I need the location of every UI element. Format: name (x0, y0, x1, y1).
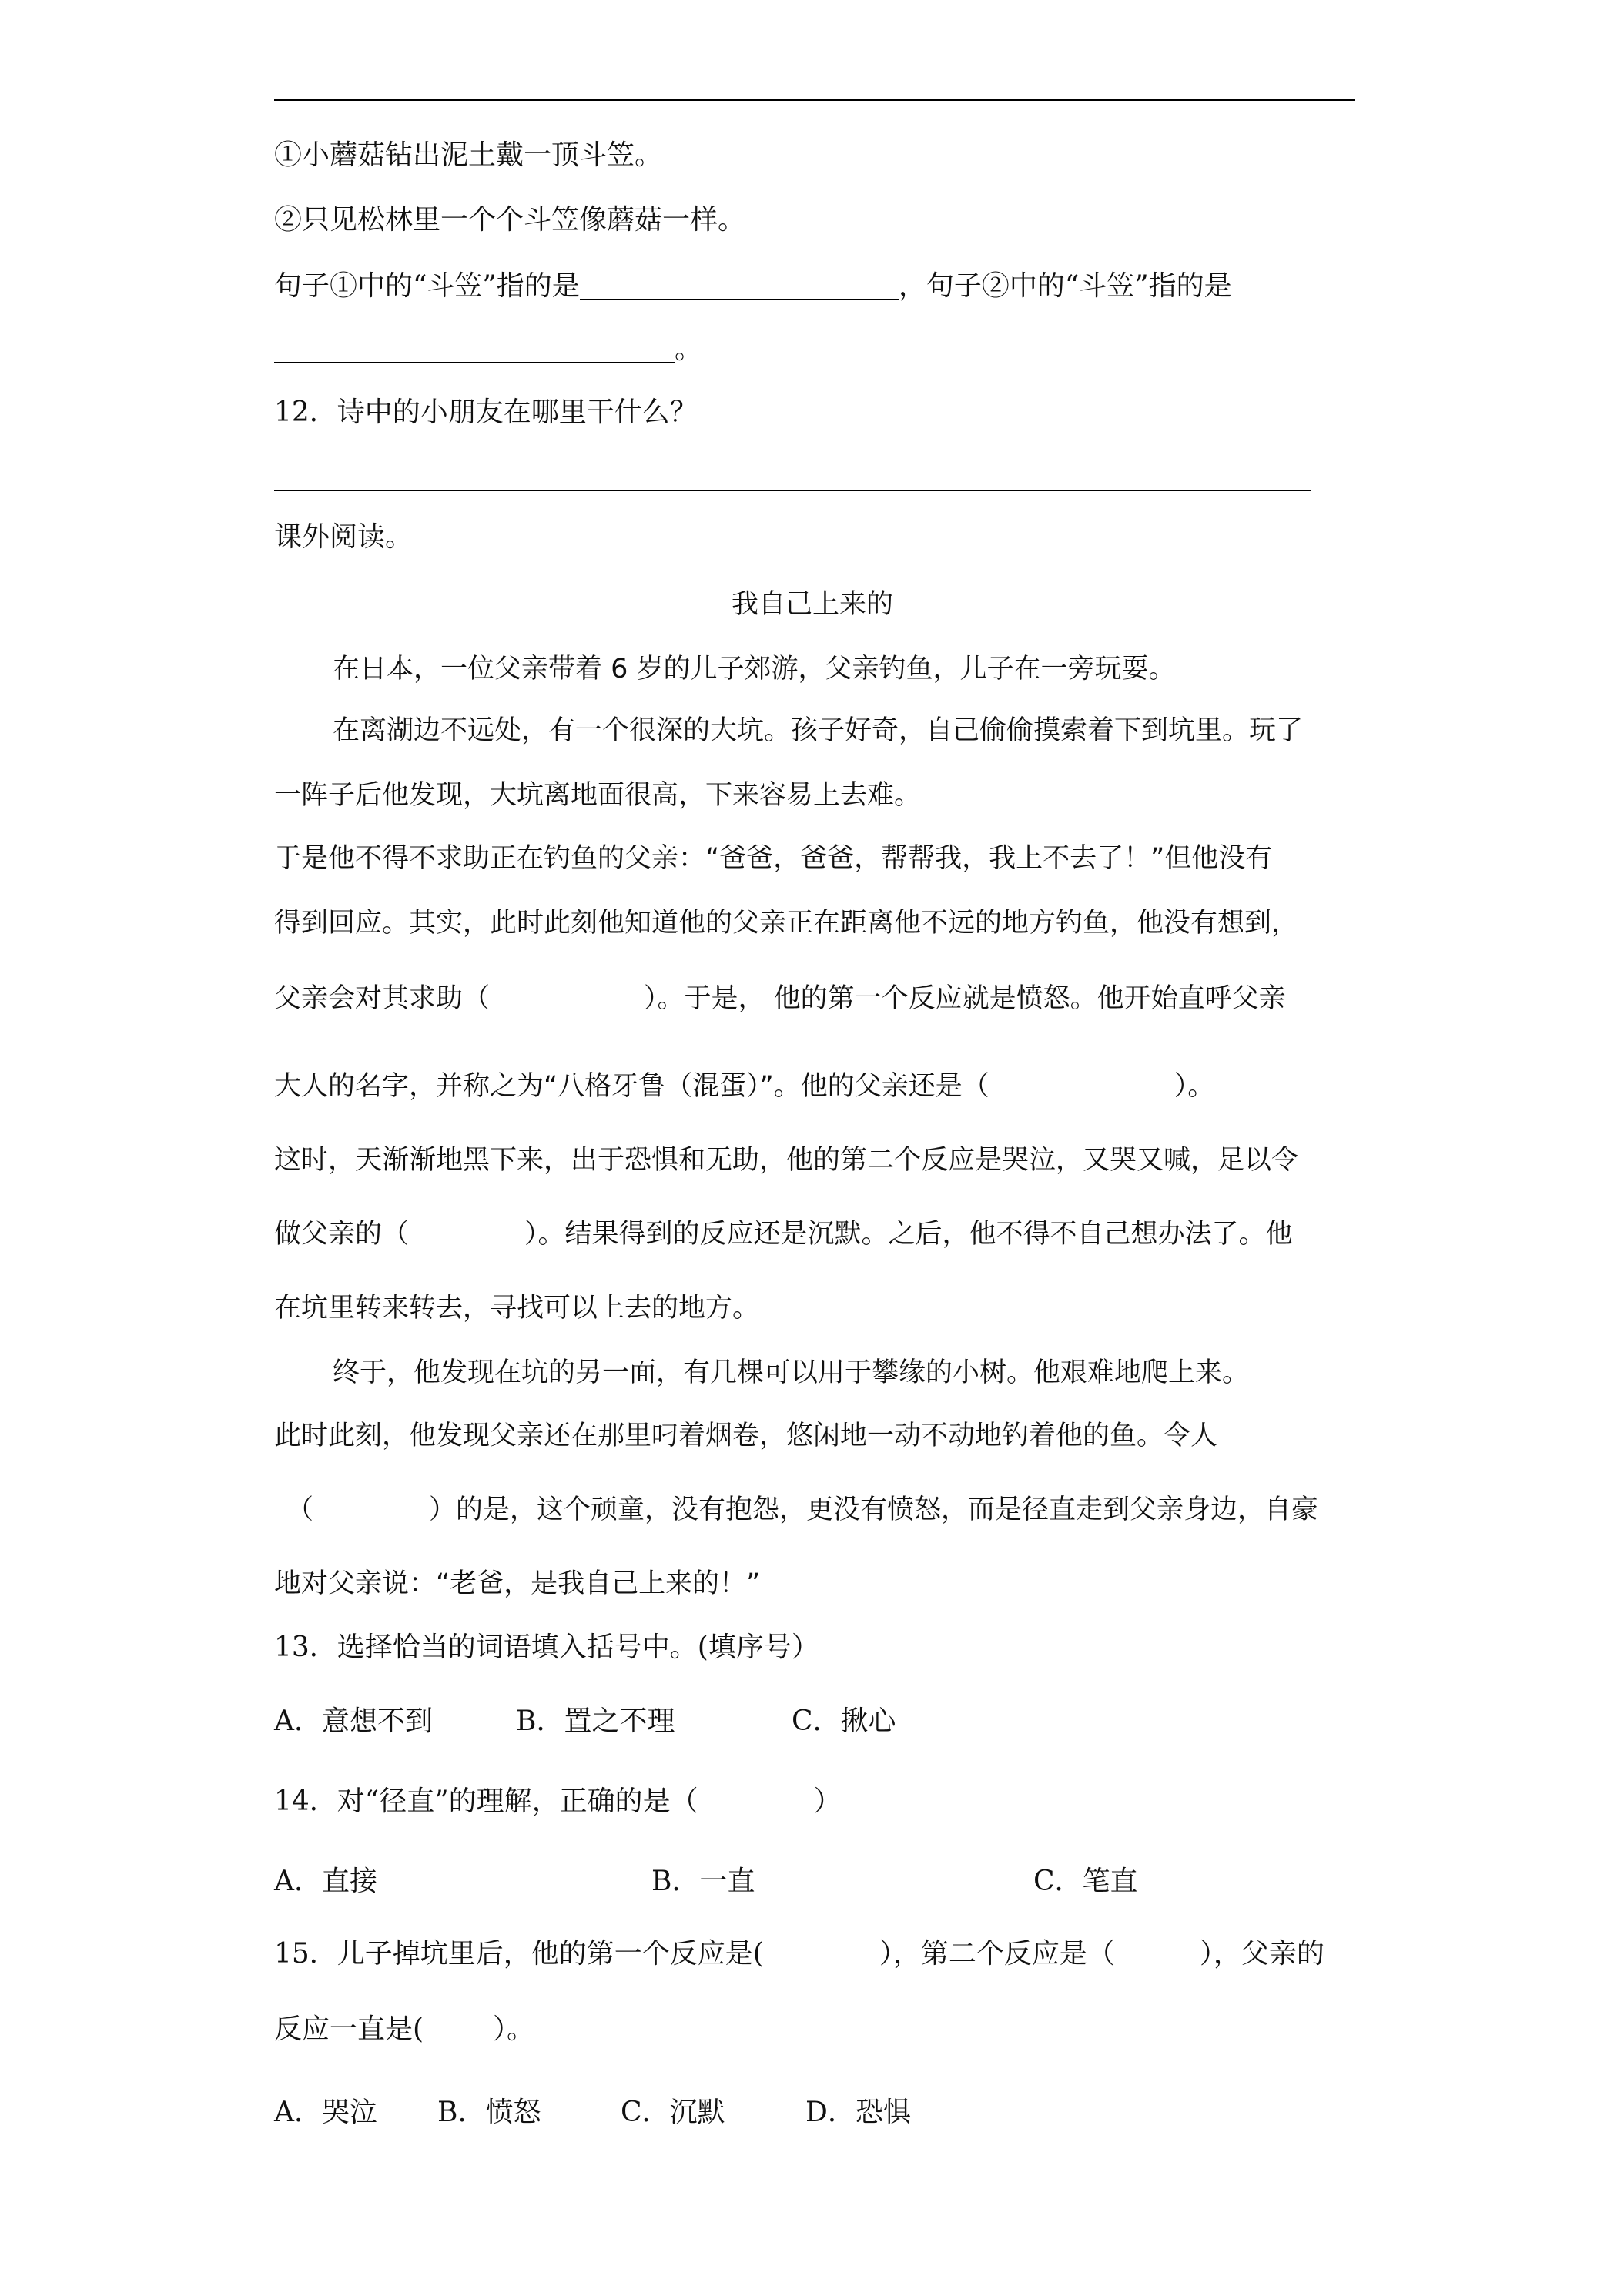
q15-text: 15．儿子掉坑里后，他的第一个反应是( (274, 1938, 764, 1970)
q14-text: ） (813, 1786, 842, 1817)
top-rule (274, 99, 1355, 101)
story-text: ）。 (1174, 1071, 1215, 1102)
story-text: 大人的名字，并称之为“八格牙鲁（混蛋）”。他的父亲还是（ (274, 1071, 989, 1102)
story-line: 此时此刻，他发现父亲还在那里叼着烟卷，悠闲地一动不动地钓着他的鱼。令人 (274, 1421, 1218, 1451)
q15-text: ），第二个反应是（ (879, 1938, 1115, 1970)
story-text: 做父亲的（ (274, 1219, 410, 1250)
q14-option-a[interactable]: A．直接 (274, 1866, 377, 1897)
sentence-1: ①小蘑菇钻出泥土戴一顶斗笠。 (274, 139, 663, 171)
q15-option-d[interactable]: D．恐惧 (805, 2097, 911, 2128)
q14-text: 14．对“径直”的理解，正确的是（ (274, 1786, 698, 1817)
q11-answer-line-2 (274, 334, 702, 363)
answer-blank-2[interactable] (274, 334, 675, 363)
q13-option-a[interactable]: A．意想不到 (274, 1705, 433, 1737)
q11-prompt-line (274, 271, 1232, 300)
question-12: 12．诗中的小朋友在哪里干什么？ (274, 397, 698, 428)
story-line: 在日本，一位父亲带着 6 岁的儿子郊游，父亲钓鱼，儿子在一旁玩耍。 (333, 654, 1176, 684)
story-line: 一阵子后他发现，大坑离地面很高，下来容易上去难。 (274, 780, 922, 811)
story-text: ）的是，这个顽童，没有抱怨，更没有愤怒，而是径直走到父亲身边，自豪 (429, 1494, 1319, 1525)
section-heading: 课外阅读。 (274, 521, 414, 553)
question-13: 13．选择恰当的词语填入括号中。(填序号） (274, 1632, 819, 1663)
story-text: ）。结果得到的反应还是沉默。之后，他不得不自己想办法了。他 (524, 1219, 1293, 1250)
story-text: 父亲会对其求助（ (274, 983, 491, 1014)
story-text: （ (286, 1494, 314, 1525)
answer-line-q12[interactable] (274, 490, 1311, 491)
story-title: 我自己上来的 (732, 589, 894, 620)
q15-option-a[interactable]: A．哭泣 (274, 2097, 377, 2128)
story-line (274, 1073, 1214, 1100)
q14-option-b[interactable]: B．一直 (651, 1866, 755, 1897)
q15-option-c[interactable]: C．沉默 (621, 2097, 725, 2128)
q15-text: 反应一直是( (274, 2013, 424, 2045)
story-line (286, 1494, 1319, 1525)
story-line (274, 983, 1286, 1014)
q14-option-c[interactable]: C．笔直 (1033, 1866, 1138, 1897)
q11-prompt-a: 句子①中的“斗笠”指的是 (274, 270, 580, 302)
question-15 (274, 1940, 1324, 1968)
q11-end: 。 (675, 333, 703, 365)
q13-option-b[interactable]: B．置之不理 (516, 1705, 675, 1737)
story-line (274, 1221, 1293, 1248)
sentence-2: ②只见松林里一个个斗笠像蘑菇一样。 (274, 204, 746, 236)
q15-option-b[interactable]: B．愤怒 (437, 2097, 541, 2128)
story-line: 这时，天渐渐地黑下来，出于恐惧和无助，他的第二个反应是哭泣，又哭又喊，足以令 (274, 1145, 1299, 1176)
story-line: 于是他不得不求助正在钓鱼的父亲：“爸爸，爸爸，帮帮我，我上不去了！”但他没有 (274, 843, 1273, 874)
answer-blank-1[interactable] (580, 271, 899, 300)
story-line: 得到回应。其实，此时此刻他知道他的父亲正在距离他不远的地方钓鱼，他没有想到， (274, 908, 1299, 939)
question-14 (274, 1788, 842, 1816)
question-15-line-2 (274, 2013, 535, 2045)
story-text: ）。于是， 他的第一个反应就是愤怒。他开始直呼父亲 (644, 983, 1286, 1014)
q15-text: ）。 (493, 2013, 535, 2045)
story-line: 在坑里转来转去，寻找可以上去的地方。 (274, 1293, 760, 1324)
q13-option-c[interactable]: C．揪心 (792, 1705, 896, 1737)
story-line: 在离湖边不远处，有一个很深的大坑。孩子好奇，自己偷偷摸索着下到坑里。玩了 (333, 715, 1304, 746)
story-line: 终于，他发现在坑的另一面，有几棵可以用于攀缘的小树。他艰难地爬上来。 (333, 1357, 1250, 1388)
q11-prompt-b: ，句子②中的“斗笠”指的是 (898, 270, 1232, 302)
story-line: 地对父亲说：“老爸，是我自己上来的！” (274, 1568, 761, 1599)
q15-text: ），父亲的 (1199, 1938, 1324, 1970)
